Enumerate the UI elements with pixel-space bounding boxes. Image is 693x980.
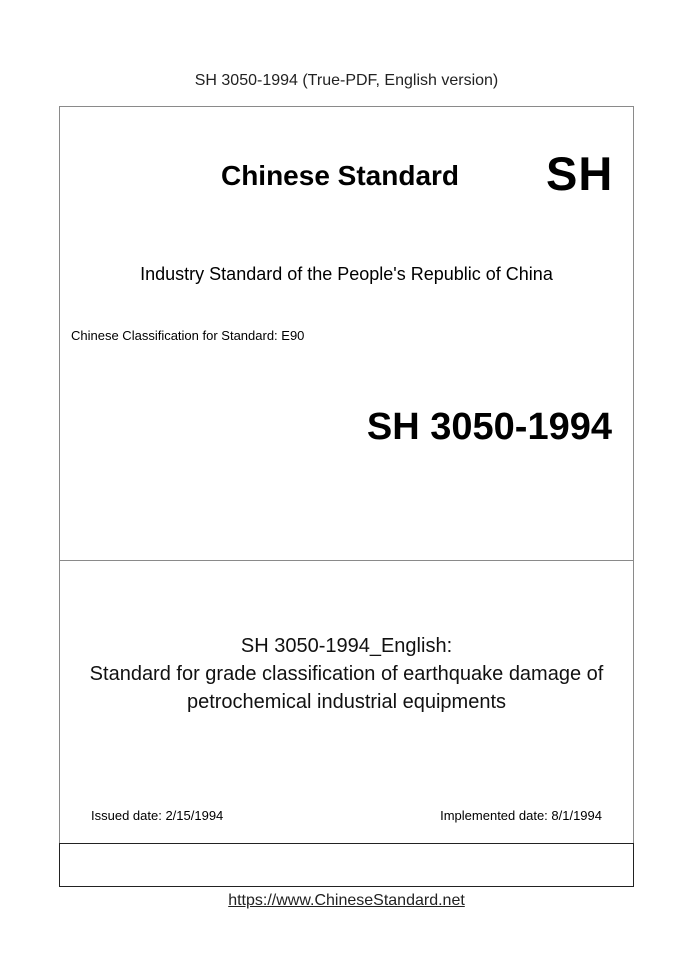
footer-website-link[interactable]: https://www.ChineseStandard.net <box>228 892 465 909</box>
cover-bottom-panel <box>59 843 634 887</box>
cover-heading: Chinese Standard <box>220 160 460 191</box>
document-title <box>59 632 634 716</box>
implemented-date: Implemented date: 8/1/1994 <box>440 808 602 823</box>
document-title-line-2: Standard for grade classification of earthquake damage of <box>89 663 604 685</box>
standard-code: SH 3050-1994 <box>366 406 612 448</box>
document-title-line-3: petrochemical industrial equipments <box>186 691 507 713</box>
classification-line: Chinese Classification for Standard: E90 <box>71 328 305 343</box>
standard-mark: SH <box>546 147 614 200</box>
document-header-title: SH 3050-1994 (True-PDF, English version) <box>194 72 499 89</box>
issued-date: Issued date: 2/15/1994 <box>91 808 224 823</box>
industry-standard-line: Industry Standard of the People's Republic of China <box>140 264 553 284</box>
document-title-line-1: SH 3050-1994_English: <box>240 635 453 657</box>
